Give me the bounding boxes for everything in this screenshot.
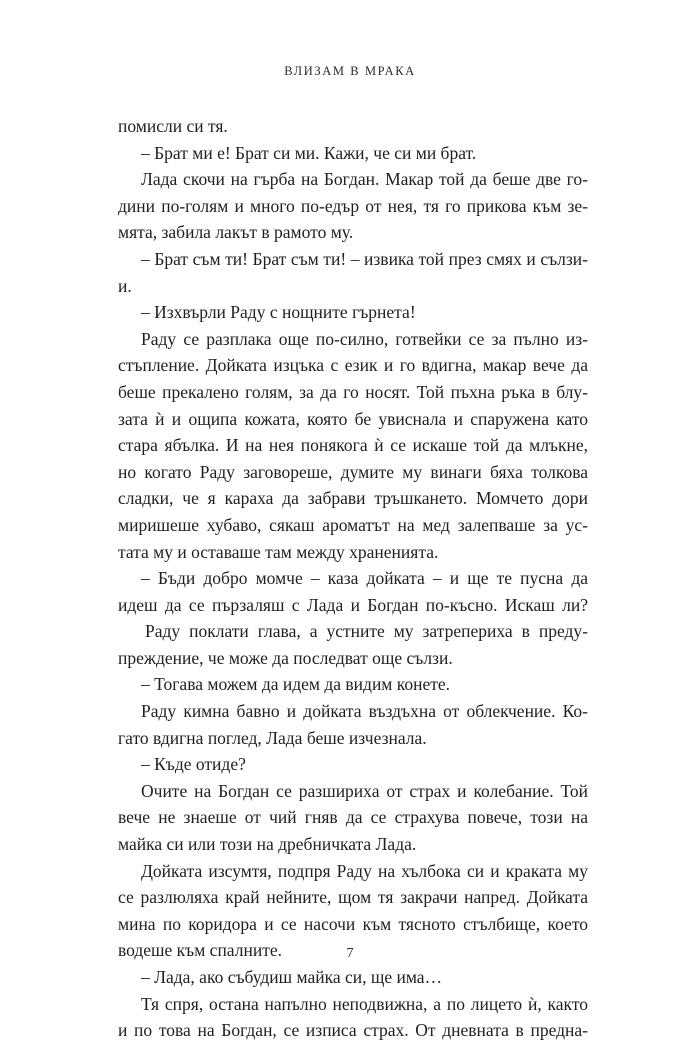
text-line: – Брат съм ти! Брат съм ти! – извика той през смях и сълзи-: [141, 248, 588, 269]
text-line: мята, забила лакът в рамото му.: [118, 222, 354, 243]
text-line: водеше към спалните.: [118, 940, 282, 961]
text-line: Очите на Богдан се разшириха от страх и колебание. Той: [141, 780, 588, 801]
text-line: се разлюляха край нейните, щом тя закрачи напред. Дойката: [118, 887, 588, 908]
text-line: – Тогава можем да идем да видим конете.: [141, 674, 451, 695]
text-line: мина по коридора и се насочи към тясното стълбище, което: [118, 913, 588, 934]
text-line: и.: [118, 275, 132, 296]
text-line: идеш да се пързаляш с Лада и Богдан по-късно. Искаш ли?: [118, 594, 588, 615]
text-line: – Изхвърли Раду с нощните гърнета!: [141, 302, 416, 323]
text-line: Раду кимна бавно и дойката въздъхна от облекчение. Ко-: [141, 701, 588, 722]
text-line: вече не знаеше от чий гняв да се страхува повече, този на: [118, 807, 588, 828]
text-line: сладки, че я караха да забрави тръшкането. Момчето дори: [118, 488, 588, 509]
running-head: ВЛИЗАМ В МРАКА: [284, 64, 416, 78]
text-line: но когато Раду заговореше, думите му винаги бяха толкова: [118, 461, 588, 482]
body-text: [118, 113, 588, 1044]
text-line: – Бъди добро момче – каза дойката – и ще те пусна да: [141, 568, 588, 589]
text-line: миришеше хубаво, сякаш ароматът на мед залепваше за ус-: [118, 514, 588, 535]
text-line: Тя спря, остана напълно неподвижна, а по лицето ѝ, както: [141, 993, 588, 1014]
text-line: тата му и оставаше там между храненията.: [118, 541, 439, 562]
text-line: майка си или този на дребничката Лада.: [118, 834, 417, 855]
text-line: Лада скочи на гърба на Богдан. Макар той да беше две го-: [141, 169, 588, 190]
page-number: 7: [346, 946, 354, 961]
text-line: преждение, че може да последват още сълзи.: [118, 647, 453, 668]
text-line: Раду се разплака още по-силно, готвейки се за пълно из-: [141, 328, 588, 349]
text-line: Дойката изсумтя, подпря Раду на хълбока си и краката му: [141, 860, 588, 881]
text-line: зата ѝ и ощипа кожата, която бе увиснала и спаружена като: [118, 408, 588, 429]
text-line: дини по-голям и много по-едър от нея, тя го прикова към зе-: [118, 195, 588, 216]
text-line: стъпление. Дойката изцъка с език и го вдигна, макар вече да: [118, 355, 588, 376]
text-line: – Къде отиде?: [141, 754, 246, 775]
text-line: – Брат ми е! Брат си ми. Кажи, че си ми брат.: [141, 142, 477, 163]
text-line: беше прекалено голям, за да го носят. Той пъхна ръка в блу-: [118, 381, 588, 402]
text-line: помисли си тя.: [118, 116, 228, 136]
text-line: Раду поклати глава, а устните му затрепериха в преду-: [145, 621, 588, 642]
text-line: гато вдигна поглед, Лада беше изчезнала.: [118, 727, 427, 748]
text-line: – Лада, ако събудиш майка си, ще има…: [141, 967, 443, 987]
text-line: и по това на Богдан, се изписа страх. От дневната в предна-: [118, 1020, 588, 1041]
text-line: стара ябълка. И на нея понякога ѝ се искаше той да млъкне,: [118, 435, 588, 456]
